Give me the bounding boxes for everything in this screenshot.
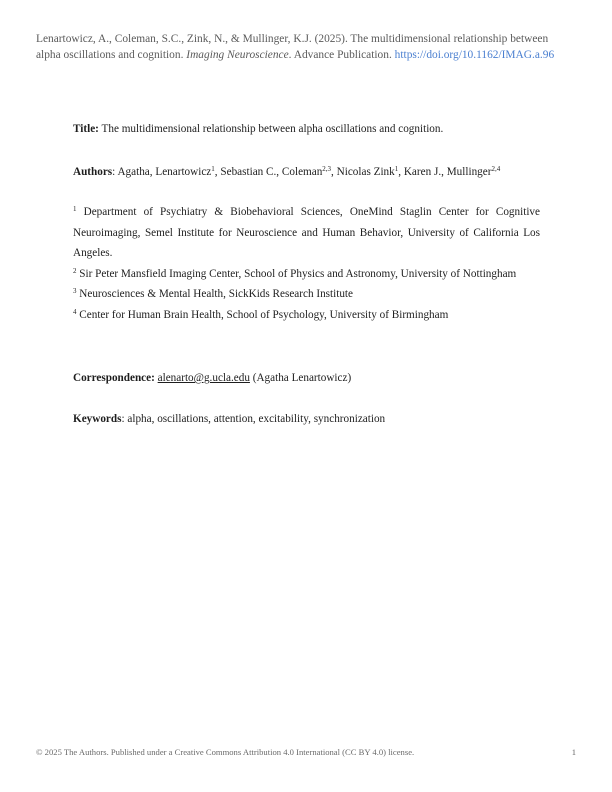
keywords-text: : alpha, oscillations, attention, excitability, synchronization — [121, 413, 386, 425]
license-text: © 2025 The Authors. Published under a Creative Commons Attribution 4.0 International (CC BY 4.0) license. — [36, 747, 415, 757]
affiliation-item — [73, 202, 540, 264]
author-separator: , — [398, 166, 404, 178]
publication-status: . Advance Publication. — [288, 48, 392, 61]
journal-name: Imaging Neuroscience — [186, 48, 289, 61]
affiliation-number: 1 — [73, 205, 77, 213]
keywords — [73, 409, 540, 430]
authors-label: Authors — [73, 166, 113, 178]
page-footer — [36, 747, 576, 757]
author-name: Sebastian C., Coleman — [220, 166, 323, 178]
affiliation-item — [73, 305, 540, 326]
affiliation-number: 2 — [73, 266, 77, 275]
affiliation-number: 3 — [73, 287, 77, 296]
author-affiliation-sup: 1 — [211, 165, 215, 173]
title-text: The multidimensional relationship between alpha oscillations and cognition. — [101, 123, 444, 135]
affiliation-text: Department of Psychiatry & Biobehavioral Sciences, OneMind Staglin Center for Cognitive Neuroimaging, Semel Institute for Neuroscience and Human Behavior, University of California Los Angeles. — [73, 206, 540, 260]
author-name: Karen J., Mullinger — [403, 166, 492, 178]
affiliation-list — [73, 202, 540, 326]
citation-header — [36, 32, 568, 63]
affiliation-item — [73, 264, 540, 285]
author-name: Nicolas Zink — [336, 166, 395, 178]
correspondence-email[interactable]: alenarto@g.ucla.edu — [157, 372, 250, 384]
page-number: 1 — [571, 747, 576, 757]
citation-text: Lenartowicz, A., Coleman, S.C., Zink, N., & Mullinger, K.J. (2025). The multidimensional relationship between alpha oscillations and cognition. — [36, 33, 549, 61]
author-affiliation-sup: 2,4 — [491, 165, 501, 173]
affiliation-number: 4 — [73, 307, 77, 316]
author-separator: , — [214, 166, 221, 178]
author-separator: , — [331, 166, 337, 178]
correspondence-name: (Agatha Lenartowicz) — [252, 372, 352, 384]
affiliation-text: Sir Peter Mansfield Imaging Center, School of Physics and Astronomy, University of Nottingham — [79, 267, 517, 280]
correspondence-label: Correspondence: — [73, 372, 155, 384]
author-affiliation-sup: 1 — [394, 165, 399, 173]
affiliation-item — [73, 284, 540, 305]
keywords-label: Keywords — [73, 413, 122, 425]
title-label: Title: — [73, 123, 99, 135]
doi-link[interactable]: https://doi.org/10.1162/IMAG.a.96 — [394, 48, 555, 61]
affiliation-text: Neurosciences & Mental Health, SickKids Research Institute — [79, 288, 354, 301]
correspondence — [73, 368, 540, 389]
author-name: Agatha, Lenartowicz — [117, 166, 212, 178]
affiliation-text: Center for Human Brain Health, School of Psychology, University of Birmingham — [79, 308, 449, 321]
author-affiliation-sup: 2,3 — [322, 165, 332, 173]
paper-title — [73, 119, 540, 140]
author-list: Authors: Agatha, Lenartowicz$^1$, Sebastian C., Coleman$^{2,3}$, Nicolas Zink$^1$, Karen J., Mullinger$^{2,4}$ — [73, 165, 501, 178]
